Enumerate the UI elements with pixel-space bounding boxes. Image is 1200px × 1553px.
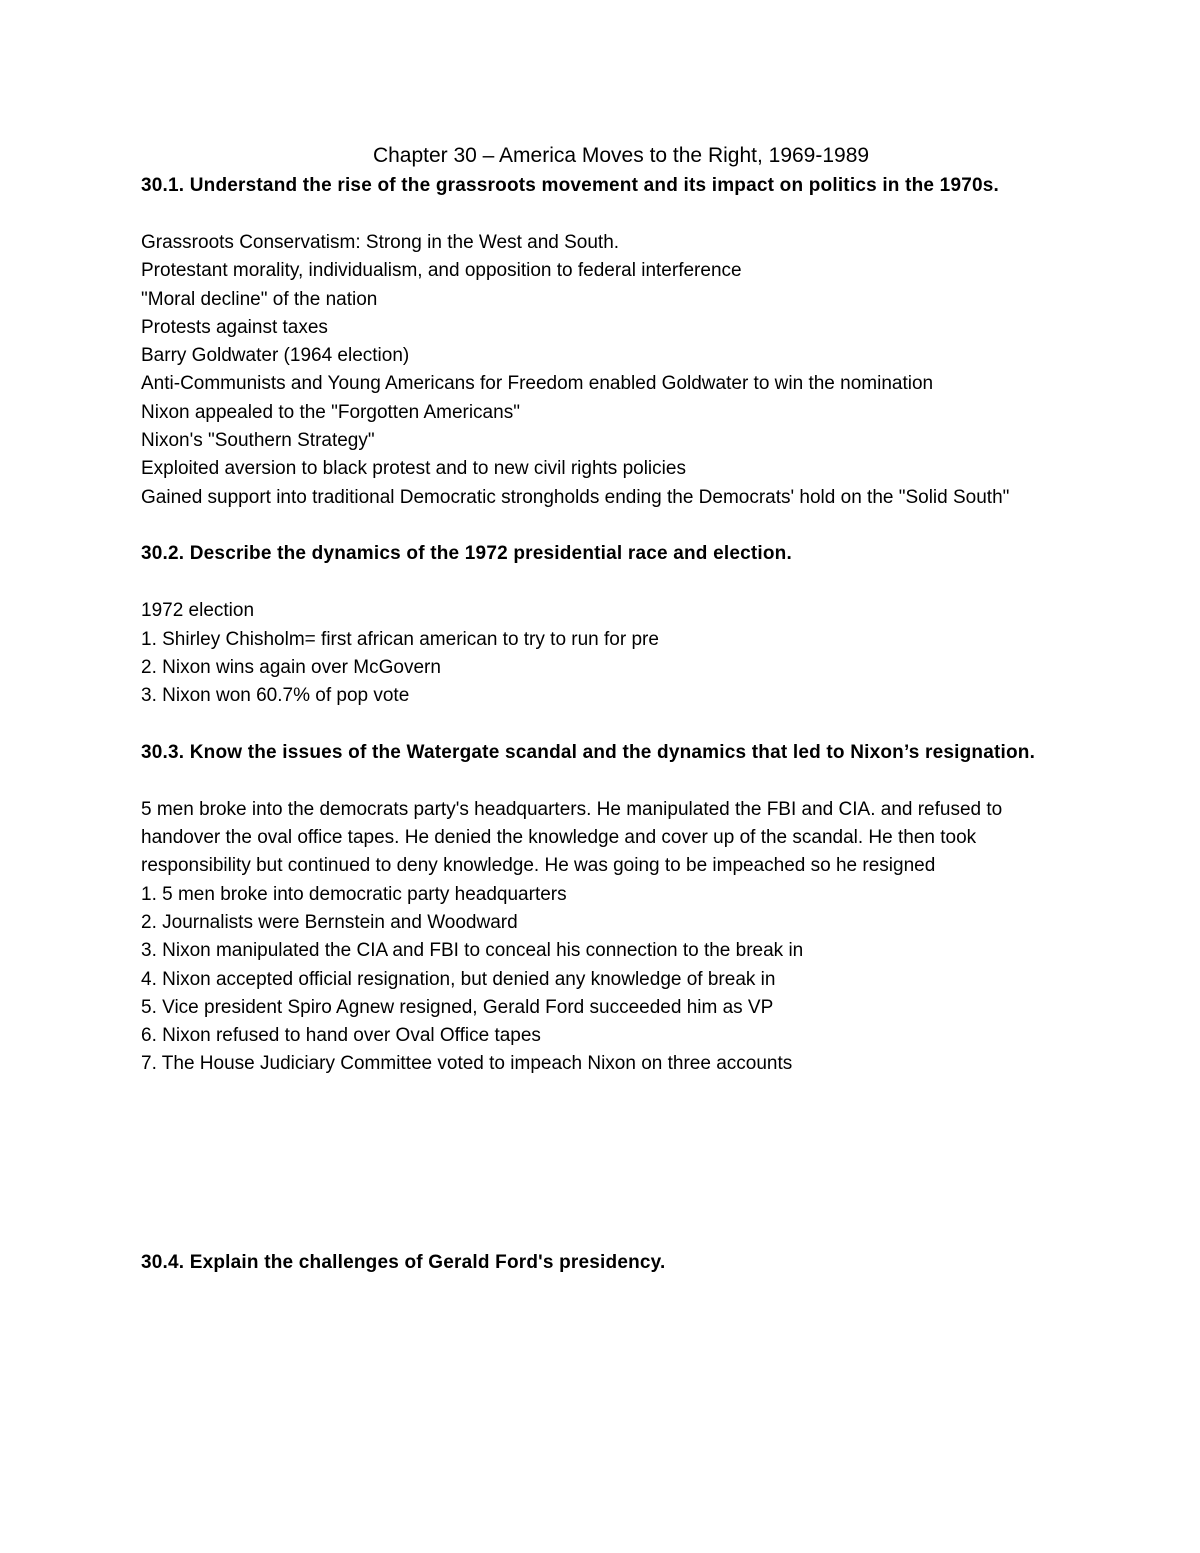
- section-30-1: [141, 172, 1071, 512]
- section-heading: 30.3. Know the issues of the Watergate scandal and the dynamics that led to Nixon’s resignation.: [141, 741, 1036, 763]
- note-line: 1972 election: [141, 600, 255, 622]
- note-line: Nixon appealed to the "Forgotten Americans": [141, 401, 520, 423]
- note-line: Grassroots Conservatism: Strong in the West and South.: [141, 232, 620, 253]
- section-30-3: [141, 739, 1071, 1079]
- summary-paragraph: 5 men broke into the democrats party's headquarters. He manipulated the FBI and CIA. and refused to handover the oval office tapes. He denied the knowledge and cover up of the scandal. He then took responsibility but continued to deny knowledge. He was going to be impeached so he resigned: [141, 798, 1003, 877]
- list-item: 1. 5 men broke into democratic party headquarters: [141, 883, 567, 905]
- section-30-2: [141, 540, 1071, 710]
- document-title: Chapter 30 – America Moves to the Right, 1969-1989: [372, 144, 870, 167]
- note-line: Protestant morality, individualism, and opposition to federal interference: [141, 260, 742, 282]
- list-item: 7. The House Judiciary Committee voted to impeach Nixon on three accounts: [141, 1053, 793, 1075]
- list-item: 2. Journalists were Bernstein and Woodward: [141, 911, 518, 933]
- document-page: [141, 140, 1071, 1277]
- section-30-4: [141, 1249, 1071, 1278]
- list-item: 5. Vice president Spiro Agnew resigned, Gerald Ford succeeded him as VP: [141, 996, 774, 1018]
- note-line: Protests against taxes: [141, 316, 328, 338]
- note-line: Nixon's "Southern Strategy": [141, 430, 375, 452]
- list-item: 6. Nixon refused to hand over Oval Office tapes: [141, 1025, 541, 1047]
- note-line: Gained support into traditional Democratic strongholds ending the Democrats' hold on the "Solid South": [141, 486, 1010, 508]
- list-item: 3. Nixon won 60.7% of pop vote: [141, 685, 410, 707]
- note-line: Anti-Communists and Young Americans for Freedom enabled Goldwater to win the nomination: [141, 373, 934, 395]
- list-item: 3. Nixon manipulated the CIA and FBI to conceal his connection to the break in: [141, 940, 804, 962]
- section-heading: 30.1. Understand the rise of the grassroots movement and its impact on politics in the 1970s.: [141, 175, 999, 196]
- list-item: 2. Nixon wins again over McGovern: [141, 656, 441, 678]
- list-item: 4. Nixon accepted official resignation, but denied any knowledge of break in: [141, 968, 776, 990]
- note-line: Barry Goldwater (1964 election): [141, 345, 410, 367]
- section-heading: 30.2. Describe the dynamics of the 1972 presidential race and election.: [141, 543, 792, 565]
- note-line: Exploited aversion to black protest and to new civil rights policies: [141, 458, 686, 480]
- note-line: "Moral decline" of the nation: [141, 288, 378, 310]
- section-heading: 30.4. Explain the challenges of Gerald Ford's presidency.: [141, 1251, 666, 1273]
- list-item: 1. Shirley Chisholm= first african american to try to run for pre: [141, 628, 659, 650]
